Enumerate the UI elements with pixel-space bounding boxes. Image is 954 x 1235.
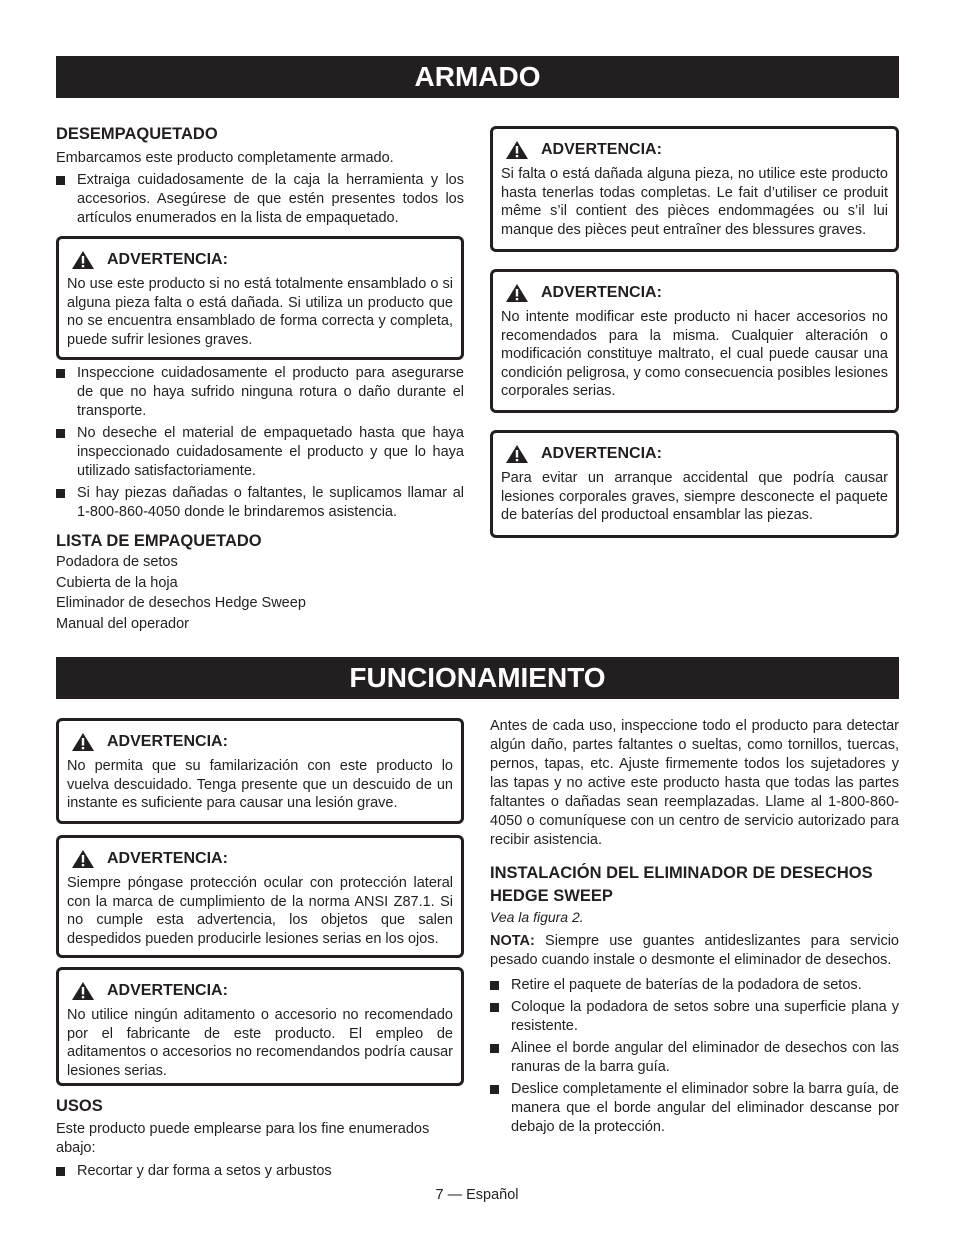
warning-box [490,126,899,252]
warning-triangle-icon [71,250,95,270]
list-item: Recortar y dar forma a setos y arbustos [56,1162,464,1181]
lista-section [56,531,464,634]
section-banner-armado: ARMADO [56,56,899,98]
warning-label: ADVERTENCIA: [107,982,228,999]
warning-header [505,443,888,465]
desempaquetado-heading: DESEMPAQUETADO [56,125,218,143]
list-item: No deseche el material de empaquetado hasta que haya inspeccionado cuidadosamente el producto y que lo haya utilizado satisfactoriamente. [56,424,464,481]
warning-triangle-icon [71,981,95,1001]
installation-heading: INSTALACIÓN DEL ELIMINADOR DE DESECHOS HEDGE SWEEP [490,864,873,905]
warning-text: Si falta o está dañada alguna pieza, no utilice este producto hasta tenerlas todas completas. Le fait d’utiliser ce produit même s’il contient des pièces endommagées ou s’il lui manque des pièces peut entraîner des blessures graves. [501,166,888,238]
warning-box [56,236,464,360]
warning-header [71,848,453,870]
warning-text: No intente modificar este producto ni hacer accesorios no recomendados para la misma. Cualquier alteración o modificación constituye maltrato, el cual puede causar una condición peligrosa, y como consecuencia posibles lesiones corporales serias. [501,309,888,400]
desempaquetado-bullets [56,364,464,522]
list-item: Extraiga cuidadosamente de la caja la herramienta y los accesorios. Asegúrese de que estén presentes todos los artículos enumerados en la lista de empaquetado. [56,171,464,228]
warning-label: ADVERTENCIA: [107,733,228,750]
warning-header [71,980,453,1002]
section-banner-funcionamiento: FUNCIONAMIENTO [56,657,899,699]
warning-label: ADVERTENCIA: [107,251,228,268]
warning-box [490,269,899,413]
warning-text: Para evitar un arranque accidental que podría causar lesiones corporales graves, siempre desconecte el paquete de baterías del productoal ensamblar las piezas. [501,470,888,524]
warning-text: No utilice ningún aditamento o accesorio no recomendado por el fabricante de este producto. El empleo de aditamentos o accesorios no recomendandos podría causar lesiones serias. [67,1007,453,1079]
inspection-paragraph: Antes de cada uso, inspeccione todo el producto para detectar algún daño, partes faltantes o sueltas, como tornillos, tuercas, pernos, tapas, etc. Ajuste firmemente todos los sujetadores y las tapas y no active este producto hasta que todas las partes faltantes o dañadas sean reemplazadas. Llame al 1-800-860-4050 o comuníquese con un centro de servicio autorizado para recibir asistencia. [490,718,899,848]
desempaquetado-intro: Embarcamos este producto completamente armado. [56,150,394,166]
warning-header [71,731,453,753]
warning-label: ADVERTENCIA: [541,141,662,158]
page-footer: 7 — Español [435,1187,519,1203]
warning-label: ADVERTENCIA: [541,445,662,462]
warning-triangle-icon [71,732,95,752]
warning-header [505,282,888,304]
note-paragraph [490,932,899,970]
desempaquetado-section [56,124,464,228]
list-item: Eliminador de desechos Hedge Sweep [56,595,306,611]
note-text: Siempre use guantes antideslizantes para servicio pesado cuando instale o desmonte el eliminador de desechos. [490,933,899,968]
warning-triangle-icon [71,849,95,869]
warning-box [490,430,899,538]
warning-text: No use este producto si no está totalmente ensamblado o si alguna pieza falta o está dañada. Si utiliza un producto que no se encuentra ensamblado de forma correcta y completa, puede sufrir lesiones graves. [67,276,453,348]
warning-triangle-icon [505,444,529,464]
list-item: Podadora de setos [56,554,178,570]
list-item: Alinee el borde angular del eliminador de desechos con las ranuras de la barra guía. [490,1039,899,1077]
note-label: NOTA: [490,933,535,949]
warning-box [56,718,464,824]
warning-header [71,249,453,271]
warning-triangle-icon [505,140,529,160]
warning-triangle-icon [505,283,529,303]
list-item: Si hay piezas dañadas o faltantes, le suplicamos llamar al 1-800-860-4050 donde le brindaremos asistencia. [56,484,464,522]
lista-heading: LISTA DE EMPAQUETADO [56,532,262,550]
list-item: Coloque la podadora de setos sobre una superficie plana y resistente. [490,998,899,1036]
warning-label: ADVERTENCIA: [107,850,228,867]
usos-section [56,1096,464,1181]
list-item: Inspeccione cuidadosamente el producto para asegurarse de que no haya sufrido ninguna rotura o daño durante el transporte. [56,364,464,421]
list-item: Deslice completamente el eliminador sobre la barra guía, de manera que el borde angular del eliminador descanse por debajo de la protección. [490,1080,899,1137]
list-item: Cubierta de la hoja [56,574,178,591]
funcionamiento-right [490,717,899,1137]
warning-header [505,139,888,161]
warning-label: ADVERTENCIA: [541,284,662,301]
list-item: Retire el paquete de baterías de la podadora de setos. [490,976,899,995]
usos-heading: USOS [56,1097,103,1115]
warning-box [56,835,464,958]
usos-intro: Este producto puede emplearse para los fine enumerados abajo: [56,1121,430,1156]
figure-reference: Vea la figura 2. [490,909,584,925]
warning-text: Siempre póngase protección ocular con protección lateral con la marca de cumplimiento de la norma ANSI Z87.1. Si no cumple esta advertencia, los objetos que salen despedidos pueden producirle lesiones serias en los ojos. [67,875,453,947]
list-item: Manual del operador [56,615,190,632]
warning-text: No permita que su familarización con este producto lo vuelva descuidado. Tenga presente que un descuido de un instante es suficiente para causar una lesión grave. [67,758,453,812]
warning-box [56,967,464,1086]
